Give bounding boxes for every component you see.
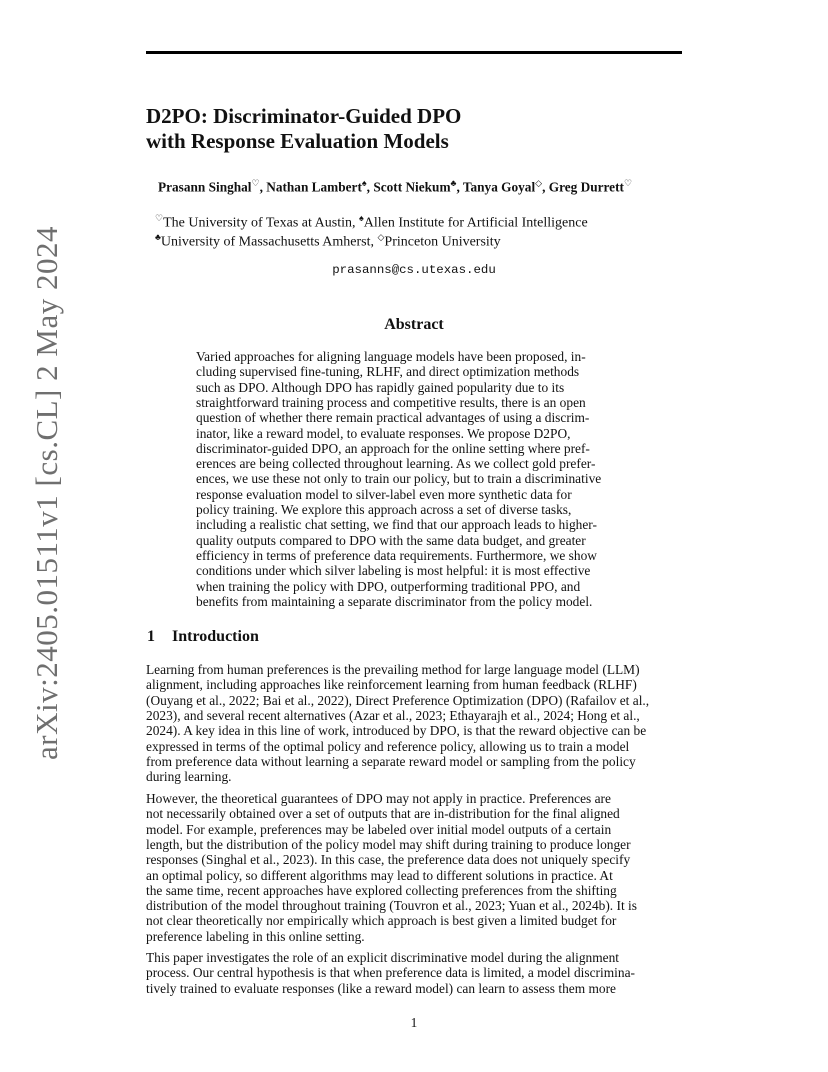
arxiv-sidebar-stamp: arXiv:2405.01511v1 [cs.CL] 2 May 2024 <box>29 226 64 760</box>
body-line: 2024). A key idea in this line of work, introduced by DPO, is that the reward objective can be <box>146 723 647 739</box>
abstract-line: ences, we use these not only to train our policy, but to train a discriminative <box>196 471 602 487</box>
affiliation-mark: ♡ <box>623 178 633 188</box>
abstract-line: discriminator-guided DPO, an approach for the online setting where pref- <box>196 440 590 456</box>
paper-title <box>146 104 461 154</box>
body-line: responses (Singhal et al., 2023). In this case, the preference data does not uniquely specify <box>146 852 631 868</box>
affiliation-mark: ♠ <box>358 213 364 223</box>
section-number: 1 <box>147 628 155 645</box>
author-name: Greg Durrett <box>548 179 624 195</box>
body-line: not necessarily obtained over a set of outputs that are in-distribution for the final aligned <box>146 806 620 822</box>
affiliation-mark: ◇ <box>535 178 543 188</box>
page-number: 1 <box>410 1015 418 1030</box>
body-line: distribution of the model throughout training (Touvron et al., 2023; Yuan et al., 2024b). It is <box>146 898 637 914</box>
abstract-line: when training the policy with DPO, outperforming traditional PPO, and <box>196 578 581 594</box>
author-name: Prasann Singhal <box>158 179 252 195</box>
affiliation-text: University of Massachusetts Amherst, <box>160 234 378 250</box>
affiliation-mark: ◇ <box>377 232 385 242</box>
abstract-line: inator, like a reward model, to evaluate responses. We propose D2PO, <box>196 425 571 441</box>
body-line: process. Our central hypothesis is that when preference data is limited, a model discrimina- <box>146 965 635 981</box>
body-line: However, the theoretical guarantees of DPO may not apply in practice. Preferences are <box>146 791 611 806</box>
author-list: Prasann Singhal♡, Nathan Lambert♠, Scott Niekum♣, Tanya Goyal◇, Greg Durrett♡ <box>158 178 633 195</box>
affiliation-text: The University of Texas at Austin, <box>163 215 359 231</box>
body-line: from preference data without learning a separate reward model or sampling from the policy <box>146 753 636 769</box>
title-line: with Response Evaluation Models <box>146 129 449 153</box>
affiliation-mark: ♣ <box>155 232 161 242</box>
affiliation-line <box>155 213 675 232</box>
body-line: not clear theoretically nor empirically which approach is best given a limited budget for <box>146 913 617 929</box>
affiliation-mark: ♡ <box>155 213 164 223</box>
author-name: Scott Niekum <box>373 179 451 195</box>
body-line: preference labeling in this online setting. <box>146 928 365 944</box>
top-rule <box>146 51 682 54</box>
abstract-line: efficiency in terms of preference data requirements. Furthermore, we show <box>196 547 597 563</box>
body-line: alignment, including approaches like reinforcement learning from human feedback (RLHF) <box>146 677 637 693</box>
section-title: Introduction <box>172 628 259 645</box>
abstract-line: response evaluation model to silver-label even more synthetic data for <box>196 486 572 502</box>
abstract-heading: Abstract <box>384 316 444 333</box>
body-line: This paper investigates the role of an explicit discriminative model during the alignment <box>146 950 620 965</box>
body-line: (Ouyang et al., 2022; Bai et al., 2022), Direct Preference Optimization (DPO) (Rafailov et al., <box>146 692 650 708</box>
body-line: tively trained to evaluate responses (like a reward model) can learn to assess them more <box>146 980 616 996</box>
body-line: expressed in terms of the optimal policy and reference policy, allowing us to train a model <box>146 738 630 754</box>
section-heading <box>147 628 259 646</box>
abstract-line: Varied approaches for aligning language models have been proposed, in- <box>196 349 586 364</box>
body-line: 2023), and several recent alternatives (Azar et al., 2023; Ethayarajh et al., 2024; Hong et al., <box>146 707 640 723</box>
affiliation-text: Allen Institute for Artificial Intelligence <box>363 215 588 231</box>
body-line: during learning. <box>146 769 232 785</box>
title-line: D2PO: Discriminator-Guided DPO <box>146 104 462 128</box>
affiliation-mark: ♣ <box>450 178 457 188</box>
body-line: the same time, recent approaches have explored collecting preferences from the shifting <box>146 882 617 898</box>
abstract-line: benefits from maintaining a separate discriminator from the policy model. <box>196 593 593 609</box>
affiliation-line <box>155 232 675 251</box>
abstract-line: such as DPO. Although DPO has rapidly gained popularity due to its <box>196 379 565 395</box>
contact-email[interactable]: prasanns@cs.utexas.edu <box>332 263 496 277</box>
abstract-line: cluding supervised fine-tuning, RLHF, and direct optimization methods <box>196 364 580 380</box>
body-line: model. For example, preferences may be labeled over initial model outputs of a certain <box>146 821 612 837</box>
abstract-line: question of whether there remain practical advantages of using a discrim- <box>196 410 590 426</box>
affiliation-mark: ♡ <box>251 178 260 188</box>
affiliation-text: Princeton University <box>384 234 501 250</box>
author-name: Tanya Goyal <box>462 179 536 195</box>
abstract-line: policy training. We explore this approach across a set of diverse tasks, <box>196 502 572 517</box>
abstract-line: conditions under which silver labeling is most helpful: it is most effective <box>196 563 591 579</box>
body-line: an optimal policy, so different algorithms may lead to different solutions in practice. At <box>146 867 613 883</box>
abstract-line: erences are being collected throughout learning. As we collect gold prefer- <box>196 456 596 472</box>
body-line: length, but the distribution of the policy model may shift during training to produce longer <box>146 836 631 852</box>
abstract-line: including a realistic chat setting, we find that our approach leads to higher- <box>196 517 597 533</box>
abstract-line: straightforward training process and competitive results, there is an open <box>196 394 586 410</box>
author-name: Nathan Lambert <box>266 179 362 195</box>
abstract-line: quality outputs compared to DPO with the same data budget, and greater <box>196 532 586 548</box>
affiliation-mark: ♠ <box>361 178 367 188</box>
body-line: Learning from human preferences is the prevailing method for large language model (LLM) <box>146 662 640 677</box>
